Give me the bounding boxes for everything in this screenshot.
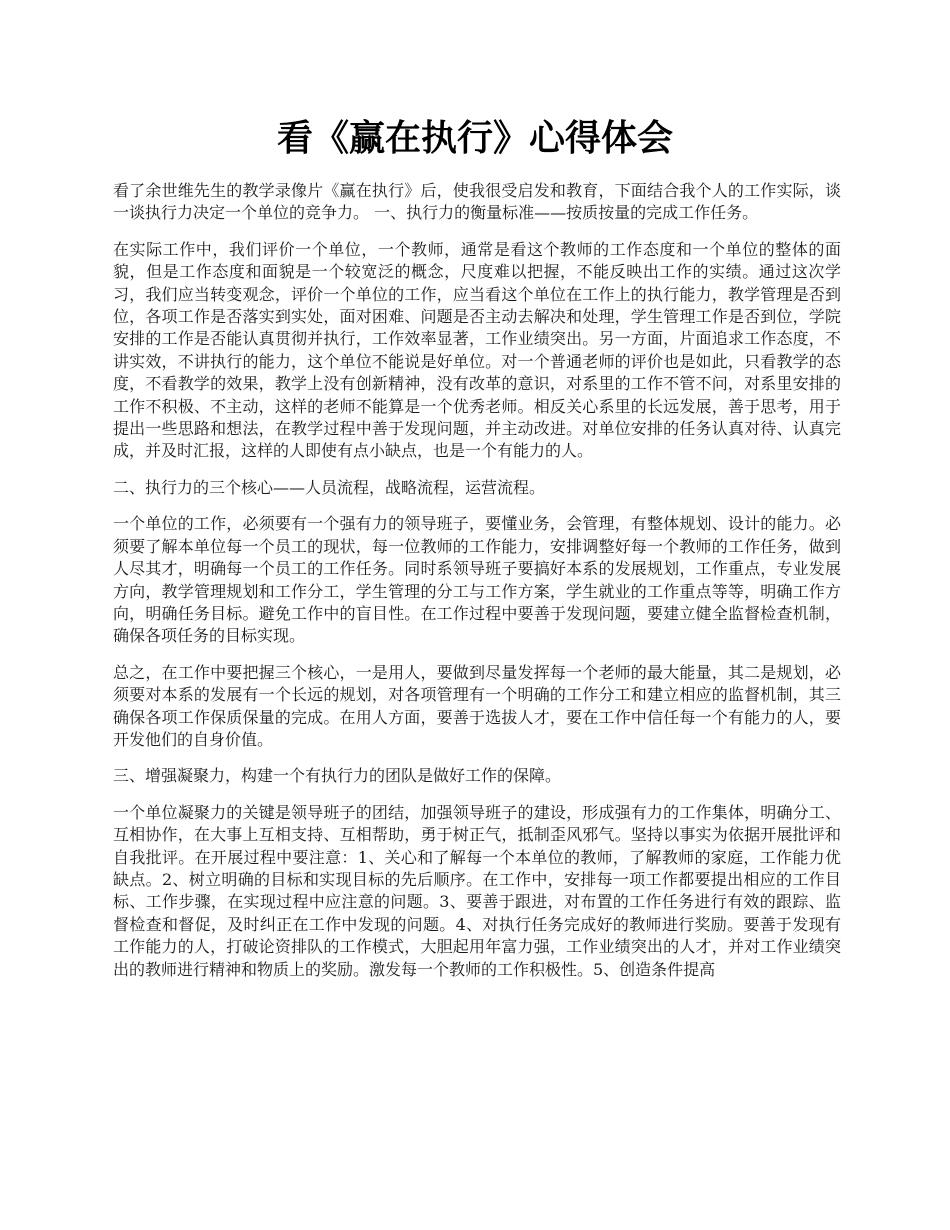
paragraph-summary: 总之，在工作中要把握三个核心，一是用人，要做到尽量发挥每一个老师的最大能量，其二是规划，必须要对本系的发展有一个长远的规划，对各项管理有一个明确的工作分工和建立相应的监督机制，其三确保各项工作保质保量的完成。在用人方面，要善于选拔人才，要在工作中信任每一个有能力的人，要开发他们的自身价值。 xyxy=(113,662,841,749)
paragraph-intro: 看了余世维先生的教学录像片《赢在执行》后，使我很受启发和教育，下面结合我个人的工作实际，谈一谈执行力决定一个单位的竞争力。 一、执行力的衡量标准——按质按量的完成工作任务。 xyxy=(113,181,841,223)
paragraph-evaluation: 在实际工作中，我们评价一个单位，一个教师，通常是看这个教师的工作态度和一个单位的整体的面貌，但是工作态度和面貌是一个较宽泛的概念，尺度难以把握，不能反映出工作的实绩。通过这次学习，我们应当转变观念，评价一个单位的工作，应当看这个单位在工作上的执行能力，教学管理是否到位，各项工作是否落实到实处，面对困难、问题是否主动去解决和处理，学生管理工作是否到位，学院安排的工作是否能认真贯彻并执行，工作效率显著，工作业绩突出。另一方面，片面追求工作态度，不讲实效，不讲执行的能力，这个单位不能说是好单位。对一个普通老师的评价也是如此，只看教学的态度，不看教学的效果，教学上没有创新精神，没有改革的意识，对系里的工作不管不问，对系里安排的工作不积极、不主动，这样的老师不能算是一个优秀老师。相反关心系里的长远发展，善于思考，用于提出一些思路和想法，在教学过程中善于发现问题，并主动改进。对单位安排的任务认真对待、认真完成，并及时汇报，这样的人即使有点小缺点，也是一个有能力的人。 xyxy=(113,239,841,461)
section-heading-three-cores: 二、执行力的三个核心——人员流程，战略流程，运营流程。 xyxy=(113,477,546,497)
section-heading-cohesion: 三、增强凝聚力，构建一个有执行力的团队是做好工作的保障。 xyxy=(113,766,562,786)
paragraph-cohesion: 一个单位凝聚力的关键是领导班子的团结，加强领导班子的建设，形成强有力的工作集体，明确分工、互相协作，在大事上互相支持、互相帮助，勇于树正气，抵制歪风邪气。坚持以事实为依据开展批评和自我批评。在开展过程中要注意：1、关心和了解每一个本单位的教师，了解教师的家庭，工作能力优缺点。2、树立明确的目标和实现目标的先后顺序。在工作中，安排每一项工作都要提出相应的工作目标、工作步骤，在实现过程中应注意的问题。3、要善于跟进，对布置的工作任务进行有效的跟踪、监督检查和督促，及时纠正在工作中发现的问题。4、对执行任务完成好的教师进行奖励。要善于发现有工作能力的人，打破论资排队的工作模式，大胆起用年富力强，工作业绩突出的人才，并对工作业绩突出的教师进行精神和物质上的奖励。激发每一个教师的工作积极性。5、创造条件提高 xyxy=(113,802,841,979)
paragraph-leadership: 一个单位的工作，必须要有一个强有力的领导班子，要懂业务，会管理，有整体规划、设计的能力。必须要了解本单位每一个员工的现状，每一位教师的工作能力，安排调整好每一个教师的工作任务，做到人尽其才，明确每一个员工的工作任务。同时系领导班子要搞好本系的发展规划，工作重点，专业发展方向，教学管理规划和工作分工，学生管理的分工与工作方案，学生就业的工作重点等等，明确工作方向，明确任务目标。避免工作中的盲目性。在工作过程中要善于发现问题，要建立健全监督检查机制，确保各项任务的目标实现。 xyxy=(113,514,841,646)
document-body xyxy=(113,180,841,995)
document-title: 看《赢在执行》心得体会 xyxy=(276,117,673,159)
